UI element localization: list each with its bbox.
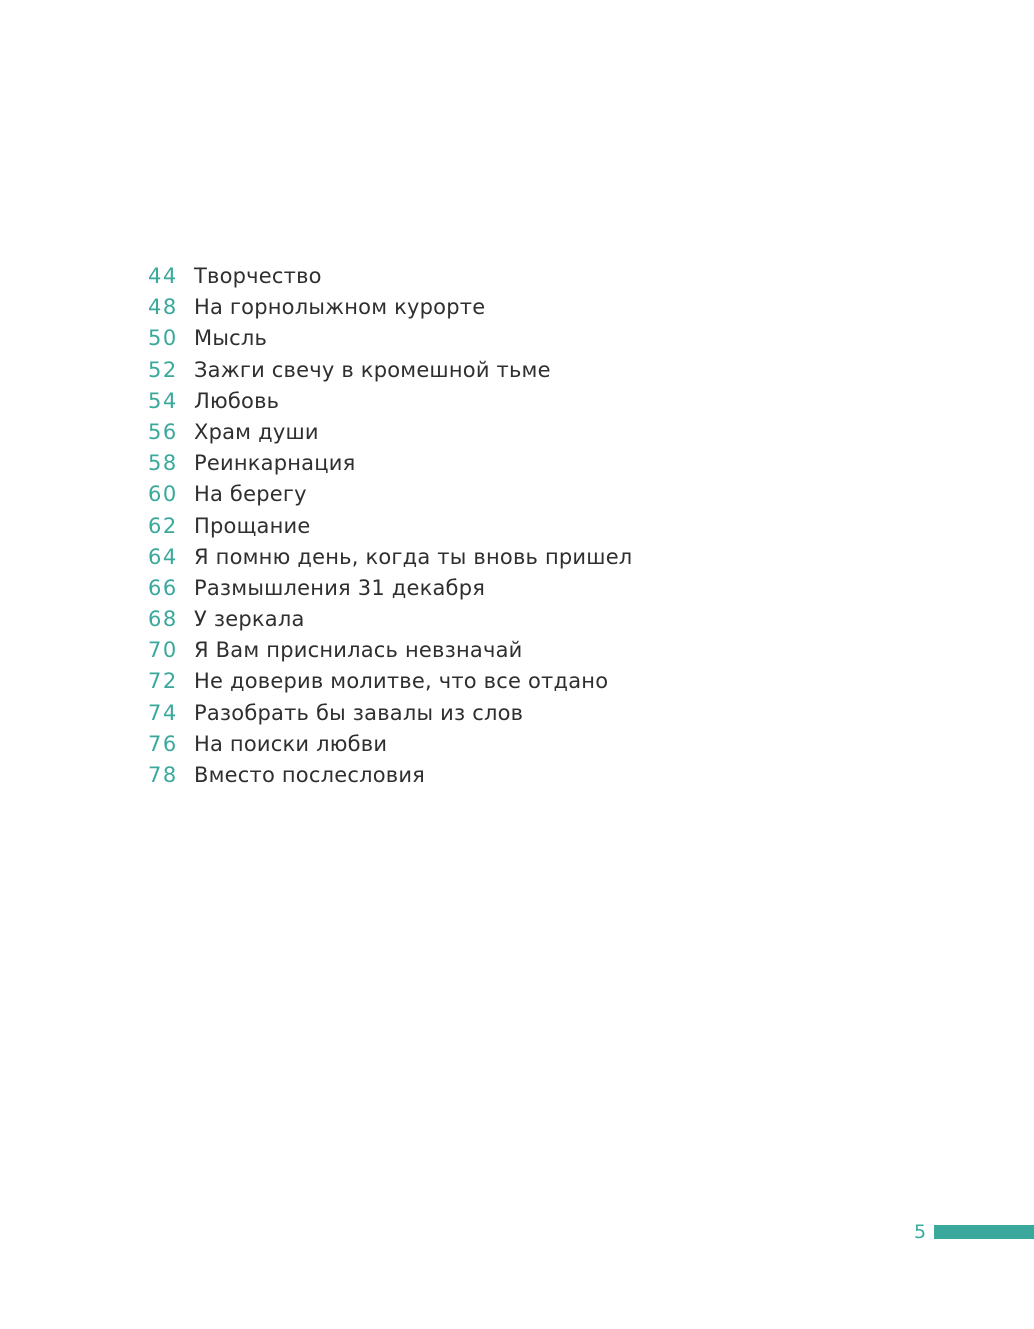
toc-entry (148, 292, 632, 323)
toc-page-number: 60 (148, 482, 178, 507)
toc-entry (148, 386, 632, 417)
toc-title: На горнолыжном курорте (194, 295, 486, 320)
toc-title: Размышления 31 декабря (194, 575, 486, 600)
toc-title: Любовь (194, 388, 280, 413)
toc-entry (148, 573, 632, 604)
toc-title: Я помню день, когда ты вновь пришел (194, 544, 633, 569)
toc-entry (148, 698, 632, 729)
toc-title: У зеркала (194, 607, 305, 632)
toc-page-number: 68 (148, 607, 178, 632)
toc-title: Разобрать бы завалы из слов (194, 700, 524, 725)
toc-entry (148, 760, 632, 791)
toc-entry (148, 417, 632, 448)
toc-page-number: 50 (148, 326, 178, 351)
page-number: 5 (913, 1221, 927, 1243)
toc-title: Вместо послесловия (194, 763, 426, 787)
toc-page-number: 44 (148, 264, 178, 288)
toc-title: Не доверив молитве, что все отдано (194, 669, 609, 694)
toc-page-number: 70 (148, 638, 178, 663)
toc-title: Творчество (194, 264, 322, 288)
toc-entry (148, 323, 632, 354)
toc-page-number: 66 (148, 575, 178, 600)
toc-page-number: 52 (148, 357, 178, 382)
toc-title: На поиски любви (194, 731, 388, 756)
toc-title: Реинкарнация (194, 451, 356, 476)
toc-entry (148, 729, 632, 760)
toc-entry (148, 448, 632, 479)
toc-title: Храм души (194, 419, 319, 444)
toc-page-number: 62 (148, 513, 178, 538)
toc-page-number: 76 (148, 731, 178, 756)
toc-title: Мысль (194, 326, 268, 351)
toc-page-number: 78 (148, 763, 178, 787)
page-number-accent-bar (934, 1225, 1034, 1239)
toc-page-number: 74 (148, 700, 178, 725)
toc-entry (148, 479, 632, 510)
toc-page-number: 72 (148, 669, 178, 694)
toc-title: Прощание (194, 513, 311, 538)
toc-entry (148, 542, 632, 573)
table-of-contents (148, 261, 632, 791)
toc-page-number: 48 (148, 295, 178, 320)
toc-entry (148, 261, 632, 292)
toc-title: Зажги свечу в кромешной тьме (194, 357, 551, 382)
toc-entry (148, 511, 632, 542)
toc-entry (148, 604, 632, 635)
toc-title: На берегу (194, 482, 307, 507)
toc-entry (148, 635, 632, 666)
toc-page-number: 54 (148, 388, 178, 413)
toc-entry (148, 355, 632, 386)
toc-page-number: 56 (148, 419, 178, 444)
toc-entry (148, 666, 632, 697)
toc-title: Я Вам приснилась невзначай (194, 638, 523, 663)
toc-page-number: 64 (148, 544, 178, 569)
toc-page-number: 58 (148, 451, 178, 476)
